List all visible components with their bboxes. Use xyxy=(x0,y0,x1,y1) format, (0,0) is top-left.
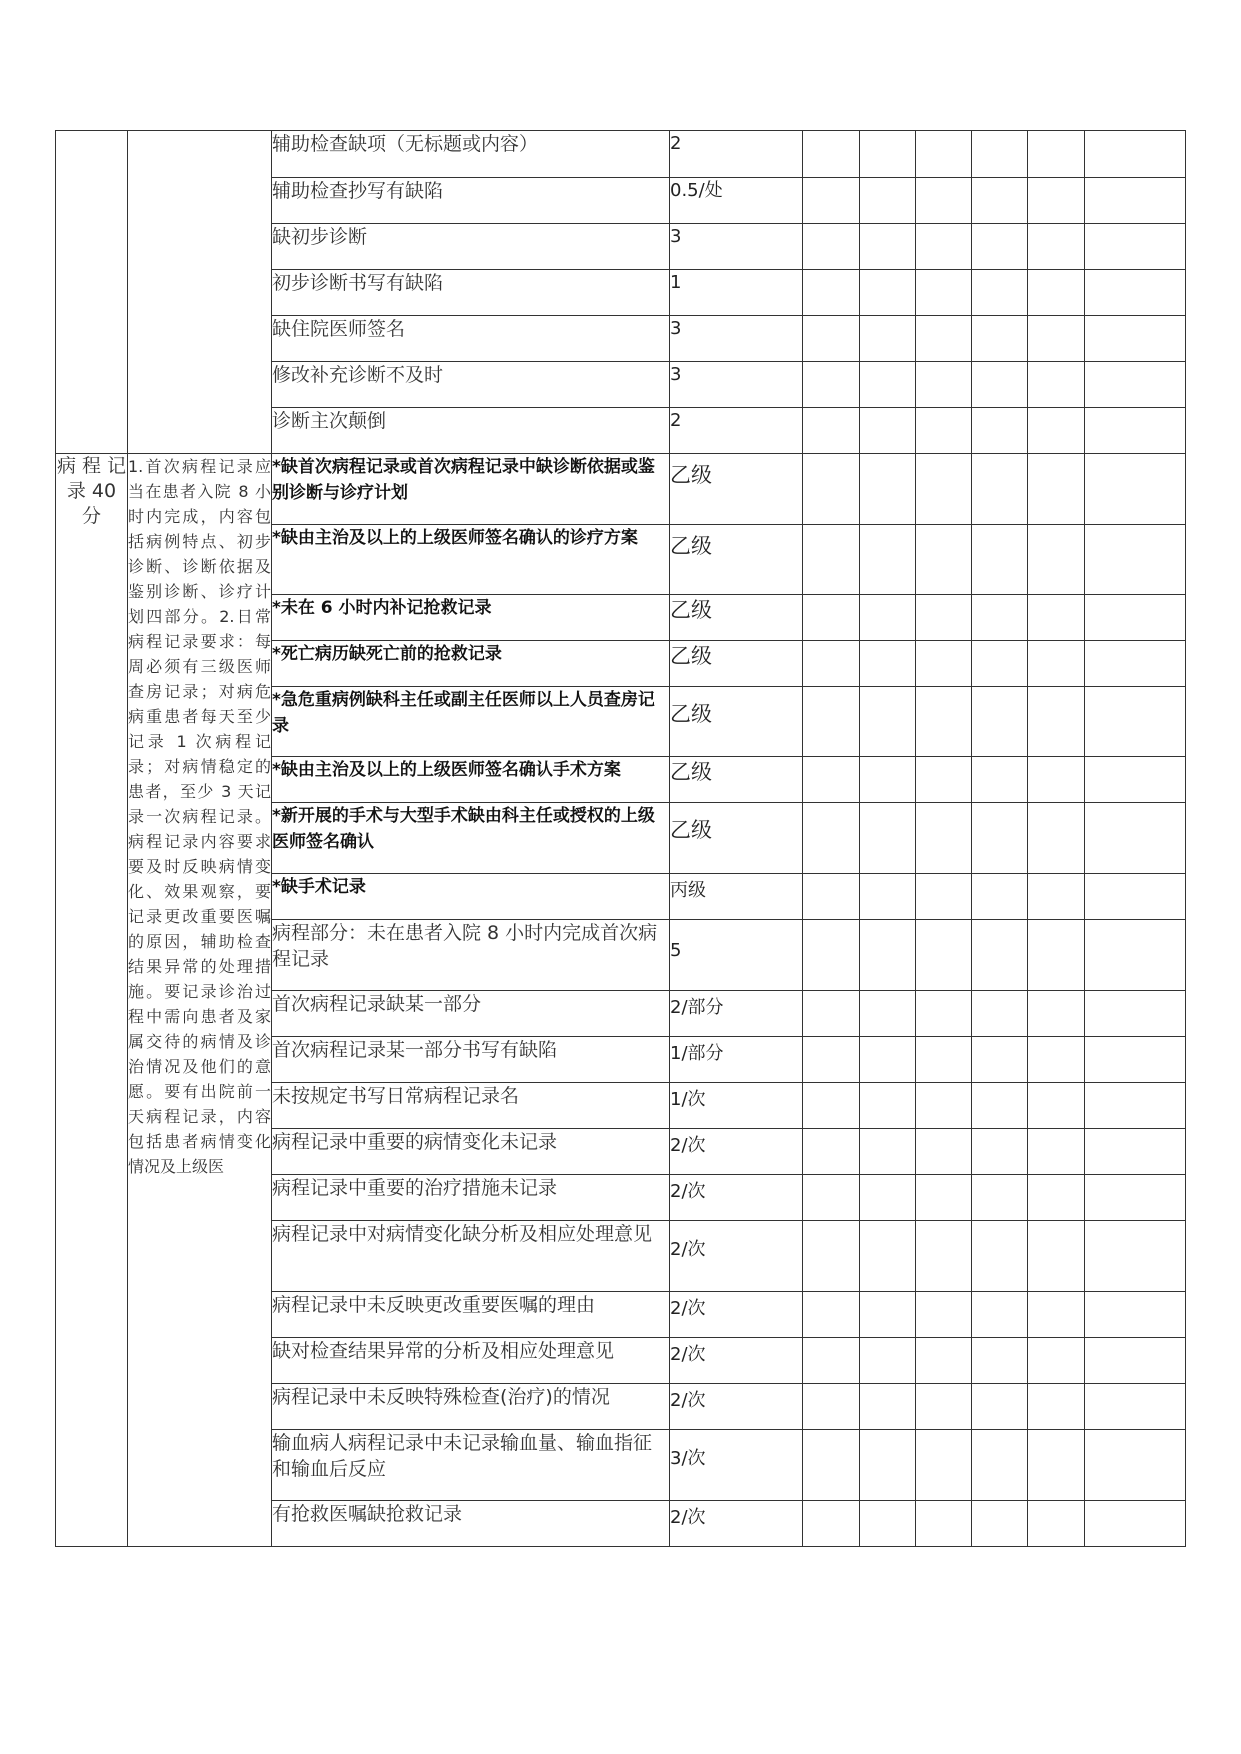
deduction-item: 首次病程记录缺某一部分 xyxy=(272,991,670,1037)
empty-cell xyxy=(916,1083,972,1129)
empty-cell xyxy=(1028,874,1085,920)
empty-cell xyxy=(1085,131,1186,178)
empty-cell xyxy=(860,687,916,757)
empty-cell xyxy=(1028,178,1085,224)
empty-cell xyxy=(803,1083,860,1129)
deduction-item: 未按规定书写日常病程记录名 xyxy=(272,1083,670,1129)
empty-cell xyxy=(860,362,916,408)
deduction-item: 病程记录中对病情变化缺分析及相应处理意见 xyxy=(272,1221,670,1292)
empty-cell xyxy=(916,803,972,874)
deduction-score: 乙级 xyxy=(670,757,803,803)
empty-cell xyxy=(1028,1175,1085,1221)
deduction-item: 初步诊断书写有缺陷 xyxy=(272,270,670,316)
empty-cell xyxy=(1085,1338,1186,1384)
empty-cell xyxy=(1028,641,1085,687)
deduction-score: 乙级 xyxy=(670,687,803,757)
empty-cell xyxy=(860,270,916,316)
empty-cell xyxy=(916,454,972,525)
empty-cell xyxy=(1028,595,1085,641)
empty-cell xyxy=(972,178,1028,224)
empty-cell xyxy=(1085,595,1186,641)
empty-cell xyxy=(972,595,1028,641)
empty-cell xyxy=(972,454,1028,525)
deduction-score: 3 xyxy=(670,362,803,408)
deduction-score: 丙级 xyxy=(670,874,803,920)
empty-cell xyxy=(916,1501,972,1547)
empty-cell xyxy=(1028,270,1085,316)
empty-cell xyxy=(972,1175,1028,1221)
empty-cell xyxy=(1028,362,1085,408)
empty-cell xyxy=(860,803,916,874)
empty-cell xyxy=(860,874,916,920)
empty-cell xyxy=(916,687,972,757)
deduction-item: 缺住院医师签名 xyxy=(272,316,670,362)
empty-cell xyxy=(860,757,916,803)
empty-cell xyxy=(972,1384,1028,1430)
deduction-score: 3/次 xyxy=(670,1430,803,1501)
category-cell: 病 程 记录 40 分 xyxy=(56,454,128,1547)
empty-cell xyxy=(860,525,916,595)
empty-cell xyxy=(1028,1037,1085,1083)
empty-cell xyxy=(972,803,1028,874)
empty-cell xyxy=(1028,803,1085,874)
empty-cell xyxy=(972,1430,1028,1501)
empty-cell xyxy=(916,874,972,920)
deduction-item: 病程部分：未在患者入院 8 小时内完成首次病程记录 xyxy=(272,920,670,991)
empty-cell xyxy=(803,224,860,270)
empty-cell xyxy=(1085,362,1186,408)
empty-cell xyxy=(1085,687,1186,757)
empty-cell xyxy=(1085,1221,1186,1292)
deduction-score: 乙级 xyxy=(670,595,803,641)
empty-cell xyxy=(972,131,1028,178)
empty-cell xyxy=(1085,1129,1186,1175)
empty-cell xyxy=(1028,1083,1085,1129)
empty-cell xyxy=(803,131,860,178)
deduction-item: *死亡病历缺死亡前的抢救记录 xyxy=(272,641,670,687)
empty-cell xyxy=(803,1384,860,1430)
empty-cell xyxy=(1085,641,1186,687)
category-cell-prev xyxy=(56,131,128,454)
empty-cell xyxy=(1028,757,1085,803)
empty-cell xyxy=(972,757,1028,803)
deduction-score: 2/次 xyxy=(670,1129,803,1175)
deduction-score: 乙级 xyxy=(670,641,803,687)
empty-cell xyxy=(860,316,916,362)
deduction-item: *缺由主治及以上的上级医师签名确认的诊疗方案 xyxy=(272,525,670,595)
empty-cell xyxy=(916,757,972,803)
empty-cell xyxy=(860,991,916,1037)
deduction-score: 乙级 xyxy=(670,803,803,874)
deduction-item: *缺首次病程记录或首次病程记录中缺诊断依据或鉴别诊断与诊疗计划 xyxy=(272,454,670,525)
empty-cell xyxy=(972,270,1028,316)
empty-cell xyxy=(916,316,972,362)
deduction-score: 5 xyxy=(670,920,803,991)
deduction-item: *新开展的手术与大型手术缺由科主任或授权的上级医师签名确认 xyxy=(272,803,670,874)
deduction-score: 1/次 xyxy=(670,1083,803,1129)
empty-cell xyxy=(803,178,860,224)
deduction-score: 乙级 xyxy=(670,525,803,595)
empty-cell xyxy=(1085,920,1186,991)
empty-cell xyxy=(1085,991,1186,1037)
empty-cell xyxy=(860,408,916,454)
deduction-item: 缺初步诊断 xyxy=(272,224,670,270)
empty-cell xyxy=(860,454,916,525)
empty-cell xyxy=(916,1292,972,1338)
deduction-item: *急危重病例缺科主任或副主任医师以上人员查房记录 xyxy=(272,687,670,757)
empty-cell xyxy=(1085,454,1186,525)
empty-cell xyxy=(803,991,860,1037)
empty-cell xyxy=(1085,874,1186,920)
empty-cell xyxy=(1085,1037,1186,1083)
deduction-score: 2/次 xyxy=(670,1384,803,1430)
empty-cell xyxy=(803,1338,860,1384)
deduction-score: 2/次 xyxy=(670,1501,803,1547)
empty-cell xyxy=(860,1129,916,1175)
empty-cell xyxy=(860,1501,916,1547)
empty-cell xyxy=(1028,1501,1085,1547)
empty-cell xyxy=(972,1338,1028,1384)
deduction-item: 有抢救医嘱缺抢救记录 xyxy=(272,1501,670,1547)
empty-cell xyxy=(972,874,1028,920)
empty-cell xyxy=(860,131,916,178)
empty-cell xyxy=(860,1338,916,1384)
empty-cell xyxy=(1028,408,1085,454)
deduction-score: 1/部分 xyxy=(670,1037,803,1083)
empty-cell xyxy=(803,525,860,595)
empty-cell xyxy=(916,991,972,1037)
empty-cell xyxy=(860,1175,916,1221)
deduction-score: 2/部分 xyxy=(670,991,803,1037)
empty-cell xyxy=(803,1430,860,1501)
empty-cell xyxy=(972,1292,1028,1338)
empty-cell xyxy=(972,224,1028,270)
deduction-score: 2/次 xyxy=(670,1221,803,1292)
empty-cell xyxy=(803,920,860,991)
empty-cell xyxy=(1028,1129,1085,1175)
empty-cell xyxy=(860,1221,916,1292)
empty-cell xyxy=(916,1129,972,1175)
empty-cell xyxy=(803,874,860,920)
empty-cell xyxy=(916,641,972,687)
empty-cell xyxy=(803,595,860,641)
empty-cell xyxy=(803,316,860,362)
deduction-item: *缺手术记录 xyxy=(272,874,670,920)
deduction-item: 病程记录中重要的治疗措施未记录 xyxy=(272,1175,670,1221)
empty-cell xyxy=(1028,525,1085,595)
empty-cell xyxy=(860,595,916,641)
empty-cell xyxy=(803,270,860,316)
deduction-score: 2/次 xyxy=(670,1292,803,1338)
empty-cell xyxy=(916,362,972,408)
deduction-item: 病程记录中未反映更改重要医嘱的理由 xyxy=(272,1292,670,1338)
empty-cell xyxy=(1085,803,1186,874)
empty-cell xyxy=(916,224,972,270)
empty-cell xyxy=(1028,454,1085,525)
empty-cell xyxy=(916,1384,972,1430)
empty-cell xyxy=(1085,1430,1186,1501)
empty-cell xyxy=(972,408,1028,454)
empty-cell xyxy=(1085,270,1186,316)
empty-cell xyxy=(916,1037,972,1083)
empty-cell xyxy=(1085,224,1186,270)
empty-cell xyxy=(803,1292,860,1338)
deduction-item: *未在 6 小时内补记抢救记录 xyxy=(272,595,670,641)
deduction-score: 2 xyxy=(670,408,803,454)
empty-cell xyxy=(1028,1292,1085,1338)
empty-cell xyxy=(860,920,916,991)
table-row xyxy=(56,131,1186,178)
scoring-table xyxy=(55,130,1186,1547)
empty-cell xyxy=(1085,408,1186,454)
empty-cell xyxy=(916,595,972,641)
empty-cell xyxy=(916,178,972,224)
empty-cell xyxy=(1028,1384,1085,1430)
empty-cell xyxy=(972,920,1028,991)
empty-cell xyxy=(1085,1083,1186,1129)
requirement-cell-prev xyxy=(128,131,272,454)
empty-cell xyxy=(803,1037,860,1083)
deduction-score: 1 xyxy=(670,270,803,316)
empty-cell xyxy=(1085,316,1186,362)
empty-cell xyxy=(916,408,972,454)
empty-cell xyxy=(803,803,860,874)
empty-cell xyxy=(803,408,860,454)
empty-cell xyxy=(972,1501,1028,1547)
deduction-item: 修改补充诊断不及时 xyxy=(272,362,670,408)
empty-cell xyxy=(803,1129,860,1175)
empty-cell xyxy=(1085,1501,1186,1547)
empty-cell xyxy=(1028,316,1085,362)
deduction-item: 病程记录中未反映特殊检查(治疗)的情况 xyxy=(272,1384,670,1430)
empty-cell xyxy=(972,991,1028,1037)
empty-cell xyxy=(860,1292,916,1338)
empty-cell xyxy=(803,1175,860,1221)
empty-cell xyxy=(1028,1338,1085,1384)
empty-cell xyxy=(803,687,860,757)
empty-cell xyxy=(972,362,1028,408)
empty-cell xyxy=(916,920,972,991)
empty-cell xyxy=(916,1221,972,1292)
empty-cell xyxy=(1085,1175,1186,1221)
deduction-score: 2/次 xyxy=(670,1175,803,1221)
empty-cell xyxy=(860,1037,916,1083)
empty-cell xyxy=(860,178,916,224)
empty-cell xyxy=(972,1083,1028,1129)
empty-cell xyxy=(860,1430,916,1501)
deduction-score: 3 xyxy=(670,316,803,362)
deduction-item: *缺由主治及以上的上级医师签名确认手术方案 xyxy=(272,757,670,803)
deduction-item: 诊断主次颠倒 xyxy=(272,408,670,454)
empty-cell xyxy=(1085,178,1186,224)
empty-cell xyxy=(803,641,860,687)
empty-cell xyxy=(860,1083,916,1129)
requirement-cell: 1.首次病程记录应当在患者入院 8 小时内完成，内容包括病例特点、初步诊断、诊断依据及鉴别诊断、诊疗计划四部分。2.日常病程记录要求：每周必须有三级医师查房记录；对病危病重患者每天至少记录 1 次病程记录；对病情稳定的患者，至少 3 天记录一次病程记录。病程记录内容要求要及时反映病情变化、效果观察，要记录更改重要医嘱的原因，辅助检查结果异常的处理措施。要记录诊治过程中需向患者及家属交待的病情及诊治情况及他们的意愿。要有出院前一天病程记录，内容包括患者病情变化情况及上级医 xyxy=(128,454,272,1547)
empty-cell xyxy=(1028,224,1085,270)
empty-cell xyxy=(1028,920,1085,991)
table-row xyxy=(56,454,1186,525)
empty-cell xyxy=(1028,1430,1085,1501)
empty-cell xyxy=(860,641,916,687)
deduction-score: 3 xyxy=(670,224,803,270)
empty-cell xyxy=(916,1175,972,1221)
empty-cell xyxy=(916,270,972,316)
deduction-score: 乙级 xyxy=(670,454,803,525)
empty-cell xyxy=(1085,1292,1186,1338)
deduction-item: 输血病人病程记录中未记录输血量、输血指征和输血后反应 xyxy=(272,1430,670,1501)
empty-cell xyxy=(1028,131,1085,178)
deduction-item: 病程记录中重要的病情变化未记录 xyxy=(272,1129,670,1175)
empty-cell xyxy=(972,525,1028,595)
empty-cell xyxy=(860,1384,916,1430)
empty-cell xyxy=(972,316,1028,362)
empty-cell xyxy=(972,1129,1028,1175)
deduction-score: 2/次 xyxy=(670,1338,803,1384)
empty-cell xyxy=(803,454,860,525)
empty-cell xyxy=(916,1430,972,1501)
deduction-item: 缺对检查结果异常的分析及相应处理意见 xyxy=(272,1338,670,1384)
empty-cell xyxy=(1028,687,1085,757)
deduction-item: 辅助检查抄写有缺陷 xyxy=(272,178,670,224)
empty-cell xyxy=(972,1037,1028,1083)
deduction-score: 2 xyxy=(670,131,803,178)
empty-cell xyxy=(803,362,860,408)
empty-cell xyxy=(916,131,972,178)
deduction-item: 首次病程记录某一部分书写有缺陷 xyxy=(272,1037,670,1083)
empty-cell xyxy=(916,525,972,595)
empty-cell xyxy=(1028,991,1085,1037)
empty-cell xyxy=(1085,757,1186,803)
empty-cell xyxy=(1085,1384,1186,1430)
empty-cell xyxy=(972,641,1028,687)
empty-cell xyxy=(972,1221,1028,1292)
empty-cell xyxy=(803,1221,860,1292)
empty-cell xyxy=(803,1501,860,1547)
empty-cell xyxy=(916,1338,972,1384)
empty-cell xyxy=(1085,525,1186,595)
deduction-item: 辅助检查缺项（无标题或内容） xyxy=(272,131,670,178)
empty-cell xyxy=(860,224,916,270)
deduction-score: 0.5/处 xyxy=(670,178,803,224)
empty-cell xyxy=(803,757,860,803)
empty-cell xyxy=(972,687,1028,757)
empty-cell xyxy=(1028,1221,1085,1292)
